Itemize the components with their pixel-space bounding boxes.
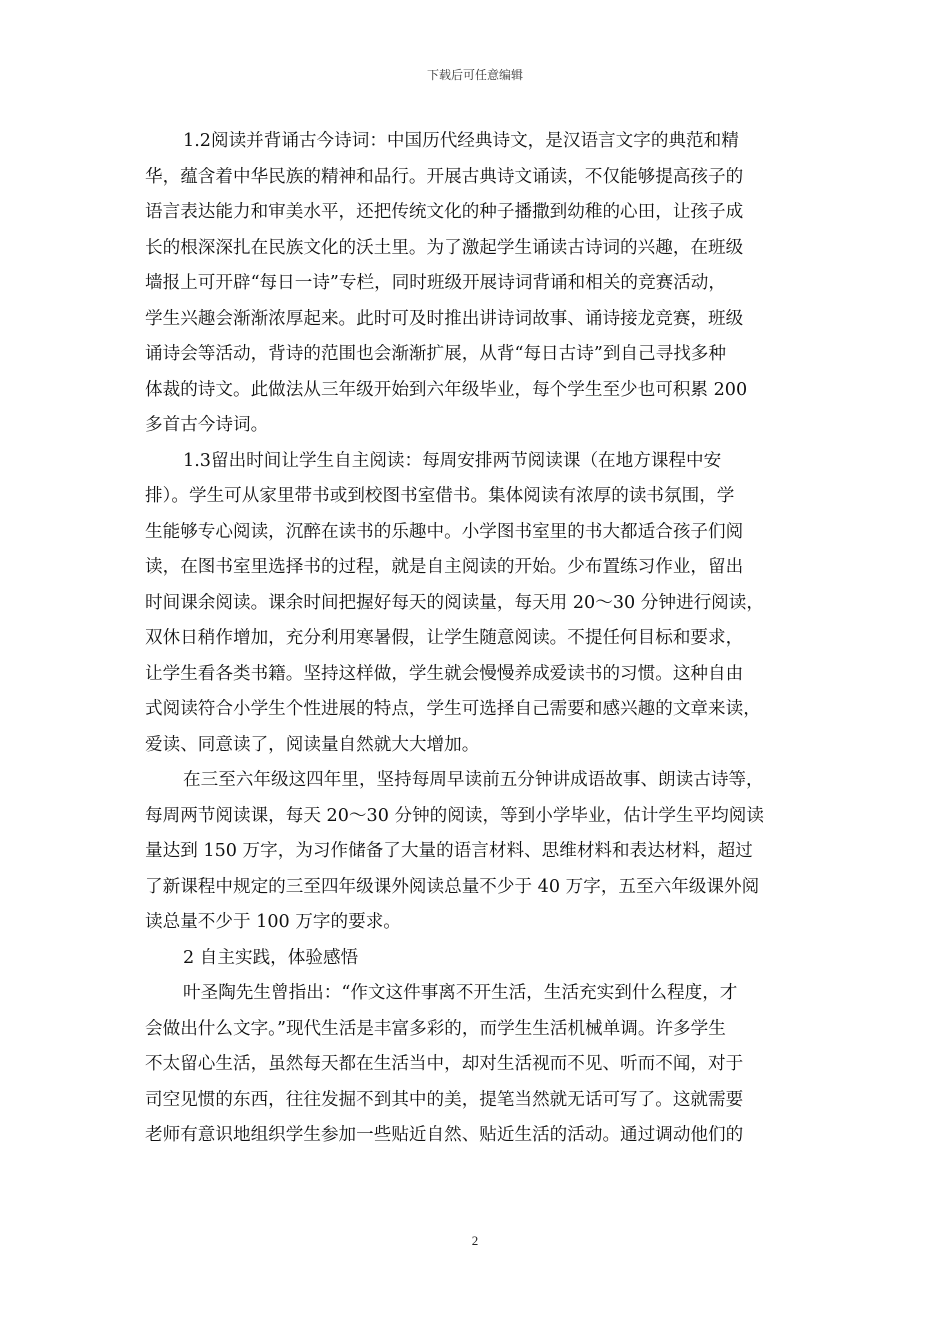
text-line: 学生兴趣会渐渐浓厚起来。此时可及时推出讲诗词故事、诵诗接龙竞赛，班级: [145, 308, 744, 329]
paragraph-life-practice: [145, 976, 807, 1154]
text-line: 墙报上可开辟“每日一诗”专栏，同时班级开展诗词背诵和相关的竞赛活动，: [145, 273, 726, 293]
text-line: 让学生看各类书籍。坚持这样做，学生就会慢慢养成爱读书的习惯。这种自由: [145, 663, 744, 684]
text-line: 司空见惯的东西，往往发掘不到其中的美，提笔当然就无话可写了。这就需要: [145, 1089, 744, 1110]
text-line: 每周两节阅读课，每天 20～30 分钟的阅读，等到小学毕业，估计学生平均阅读: [145, 805, 764, 826]
text-line: 爱读、同意读了，阅读量自然就大大增加。: [145, 734, 480, 755]
text-line: 量达到 150 万字，为习作储备了大量的语言材料、思维材料和表达材料，超过: [145, 841, 753, 861]
text-line: 2 自主实践，体验感悟: [183, 947, 359, 968]
text-line: 1.3留出时间让学生自主阅读：每周安排两节阅读课（在地方课程中安: [183, 450, 722, 471]
text-line: 1.2阅读并背诵古今诗词：中国历代经典诗文，是汉语言文字的典范和精: [183, 131, 739, 151]
text-line: 语言表达能力和审美水平，还把传统文化的种子播撒到幼稚的心田，让孩子成: [145, 202, 744, 222]
text-line: 长的根深深扎在民族文化的沃土里。为了激起学生诵读古诗词的兴趣，在班级: [145, 237, 744, 258]
paragraph-independent-reading: [145, 444, 807, 764]
text-line: 会做出什么文字。”现代生活是丰富多彩的，而学生生活机械单调。许多学生: [145, 1018, 726, 1039]
text-line: 体裁的诗文。此做法从三年级开始到六年级毕业，每个学生至少也可积累 200: [145, 379, 748, 400]
text-line: 读，在图书室里选择书的过程，就是自主阅读的开始。少布置练习作业，留出: [145, 557, 744, 577]
text-line: 多首古今诗词。: [145, 415, 269, 435]
paragraph-ancient-poetry: [145, 124, 807, 444]
text-line: 不太留心生活，虽然每天都在生活当中，却对生活视而不见、听而不闻，对于: [145, 1054, 744, 1074]
text-line: 诵诗会等活动，背诗的范围也会渐渐扩展，从背“每日古诗”到自己寻找多种: [145, 344, 726, 364]
section-heading: [145, 941, 807, 977]
text-line: 时间课余阅读。课余时间把握好每天的阅读量，每天用 20～30 分钟进行阅读，: [145, 592, 764, 613]
document-body: [145, 124, 807, 1154]
text-line: 叶圣陶先生曾指出：“作文这件事离不开生活，生活充实到什么程度，才: [183, 983, 738, 1003]
text-line: 老师有意识地组织学生参加一些贴近自然、贴近生活的活动。通过调动他们的: [145, 1125, 744, 1145]
text-line: 读总量不少于 100 万字的要求。: [145, 912, 401, 932]
paragraph-reading-volume: [145, 763, 807, 941]
header-note: 下载后可任意编辑: [426, 68, 523, 82]
text-line: 排）。学生可从家里带书或到校图书室借书。集体阅读有浓厚的读书氛围，学: [145, 486, 735, 506]
text-line: 了新课程中规定的三至四年级课外阅读总量不少于 40 万字，五至六年级课外阅: [145, 876, 760, 897]
text-line: 在三至六年级这四年里，坚持每周早读前五分钟讲成语故事、朗读古诗等，: [183, 770, 764, 790]
text-line: 华，蕴含着中华民族的精神和品行。开展古典诗文诵读，不仅能够提高孩子的: [145, 166, 744, 187]
text-line: 生能够专心阅读，沉醉在读书的乐趣中。小学图书室里的书大都适合孩子们阅: [145, 521, 744, 542]
page-number: 2: [471, 1233, 479, 1248]
text-line: 式阅读符合小学生个性进展的特点，学生可选择自己需要和感兴趣的文章来读，: [145, 699, 761, 719]
text-line: 双休日稍作增加，充分利用寒暑假，让学生随意阅读。不提任何目标和要求，: [145, 628, 744, 648]
